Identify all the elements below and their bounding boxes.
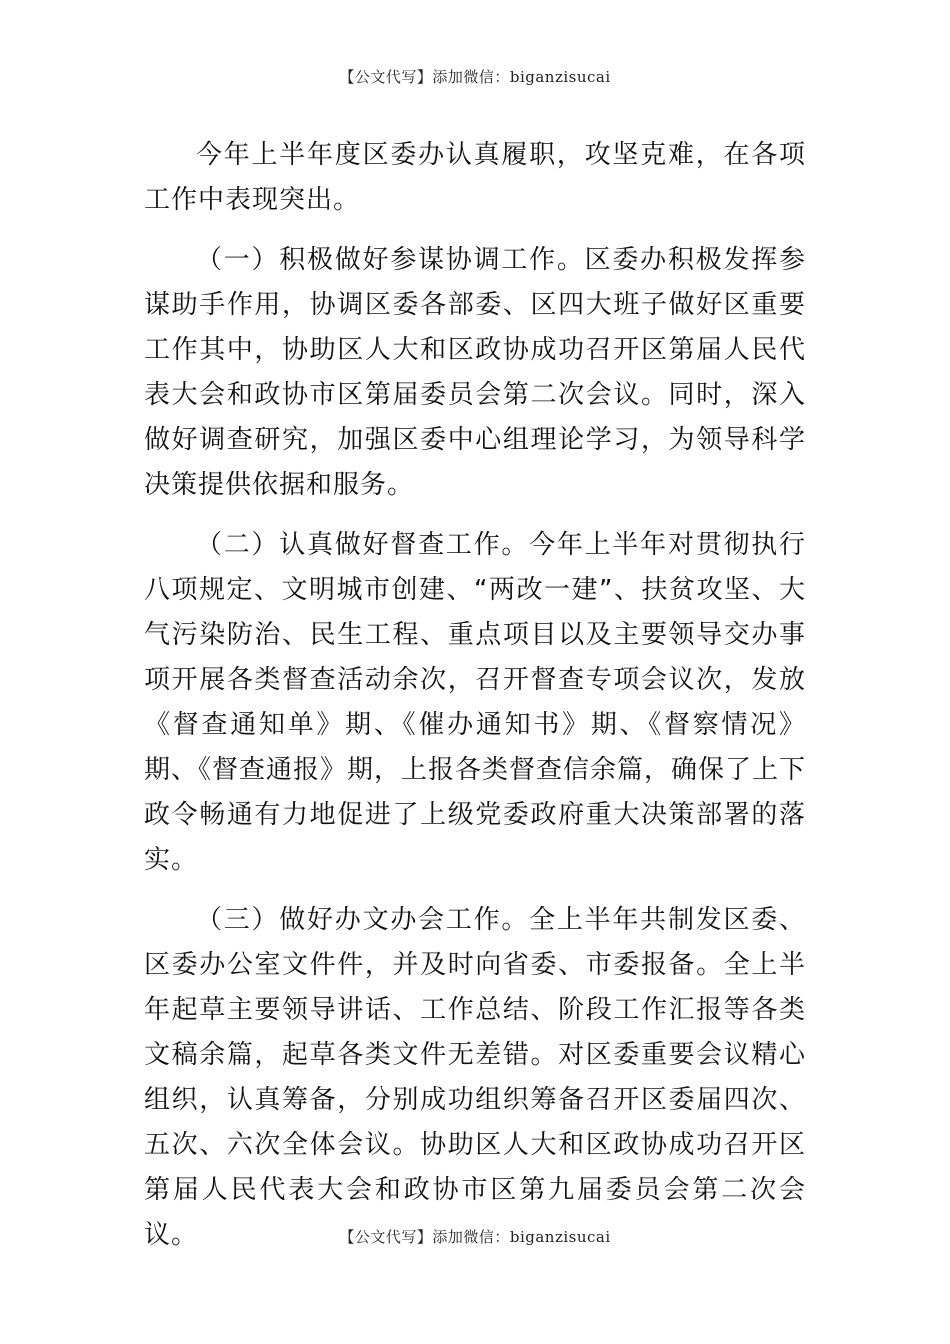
paragraph-section-1: （一）积极做好参谋协调工作。区委办积极发挥参谋助手作用，协调区委各部委、区四大班子做好区重要工作其中，协助区人大和区政协成功召开区第届人民代表大会和政协市区第届委员会第二次会议。同时，深入做好调查研究，加强区委中心组理论学习，为领导科学决策提供依据和服务。 <box>144 245 806 500</box>
footer-watermark-note: 【公文代写】添加微信：biganzisucai <box>339 1228 611 1246</box>
paragraph-section-3: （三）做好办文办会工作。全上半年共制发区委、区委办公室文件件，并及时向省委、市委报备。全上半年起草主要领导讲话、工作总结、阶段工作汇报等各类文稿余篇，起草各类文件无差错。对区委重要会议精心组织，认真筹备，分别成功组织筹备召开区委届四次、五次、六次全体会议。协助区人大和区政协成功召开区第届人民代表大会和政协市区第九届委员会第二次会议。 <box>144 905 806 1250</box>
paragraph-section-2: （二）认真做好督查工作。今年上半年对贯彻执行八项规定、文明城市创建、“两改一建”、扶贫攻坚、大气污染防治、民生工程、重点项目以及主要领导交办事项开展各类督查活动余次，召开督查专项会议次，发放《督查通知单》期、《催办通知书》期、《督察情况》期、《督查通报》期，上报各类督查信余篇，确保了上下政令畅通有力地促进了上级党委政府重大决策部署的落实。 <box>144 530 807 875</box>
document-body <box>144 133 806 1273</box>
header-watermark-note: 【公文代写】添加微信：biganzisucai <box>339 68 611 86</box>
paragraph-intro: 今年上半年度区委办认真履职，攻坚克难，在各项工作中表现突出。 <box>144 140 806 215</box>
